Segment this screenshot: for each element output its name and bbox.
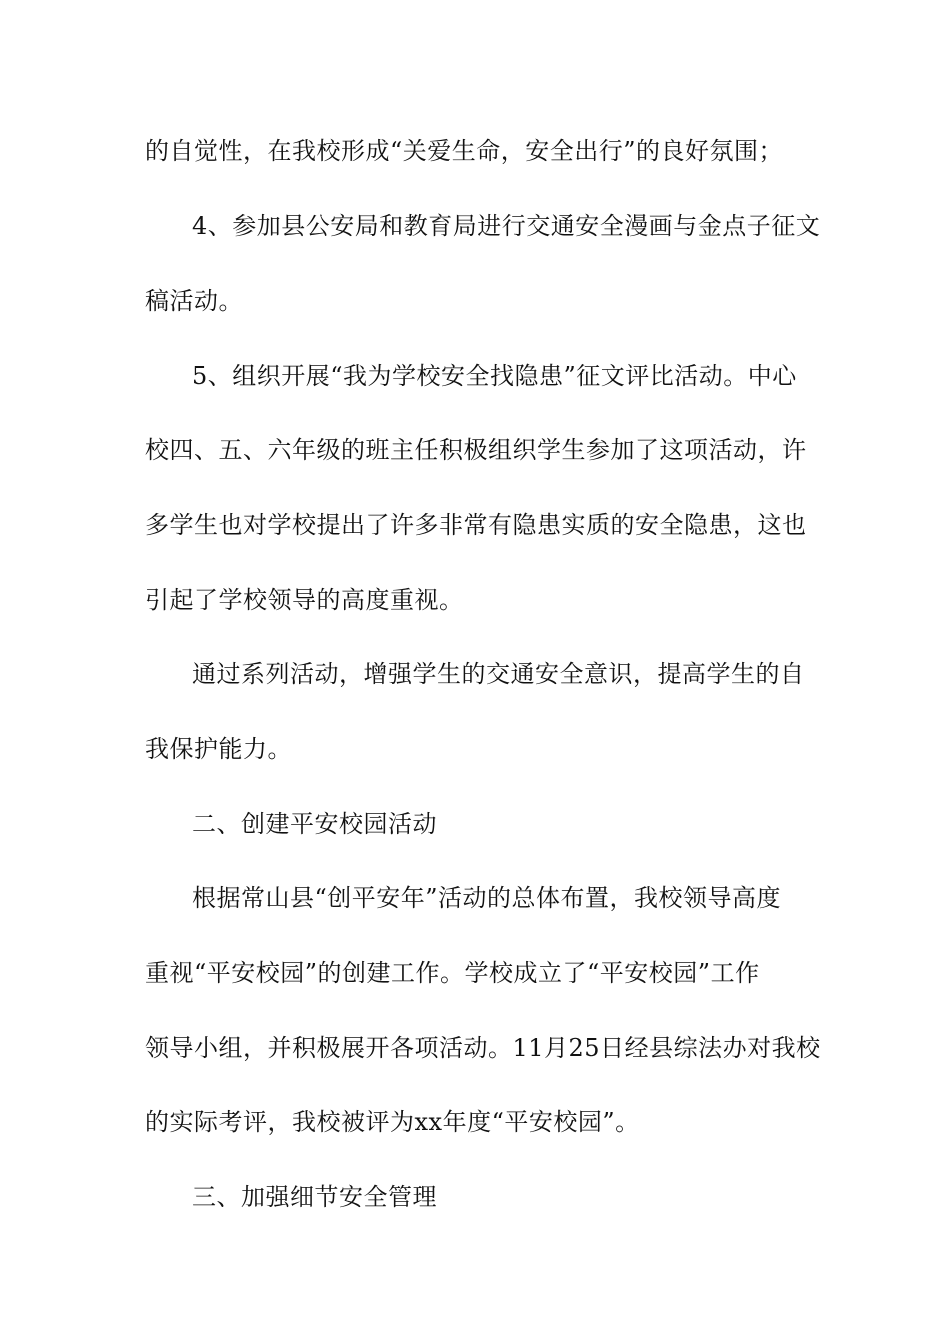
text-line: 领导小组，并积极展开各项活动。11月25日经县综法办对我校 — [145, 1034, 821, 1062]
text-line: 稿活动。 — [145, 287, 243, 315]
text-line: 引起了学校领导的高度重视。 — [145, 586, 464, 614]
text-line: 的自觉性，在我校形成“关爱生命，安全出行”的良好氛围； — [145, 137, 784, 165]
text-line: 校四、五、六年级的班主任积极组织学生参加了这项活动，许 — [145, 436, 807, 464]
text-line: 我保护能力。 — [145, 735, 292, 763]
section-heading: 二、创建平安校园活动 — [192, 810, 437, 838]
text-line: 4、参加县公安局和教育局进行交通安全漫画与金点子征文 — [192, 212, 821, 240]
text-line: 多学生也对学校提出了许多非常有隐患实质的安全隐患，这也 — [145, 511, 807, 539]
text-line: 根据常山县“创平安年”活动的总体布置，我校领导高度 — [192, 884, 782, 912]
text-line: 5、组织开展“我为学校安全找隐患”征文评比活动。中心 — [192, 362, 797, 390]
text-line: 通过系列活动，增强学生的交通安全意识，提高学生的自 — [192, 660, 805, 688]
section-heading: 三、加强细节安全管理 — [192, 1183, 437, 1211]
text-line: 的实际考评，我校被评为xx年度“平安校园”。 — [145, 1108, 640, 1136]
text-line: 重视“平安校园”的创建工作。学校成立了“平安校园”工作 — [145, 959, 760, 987]
